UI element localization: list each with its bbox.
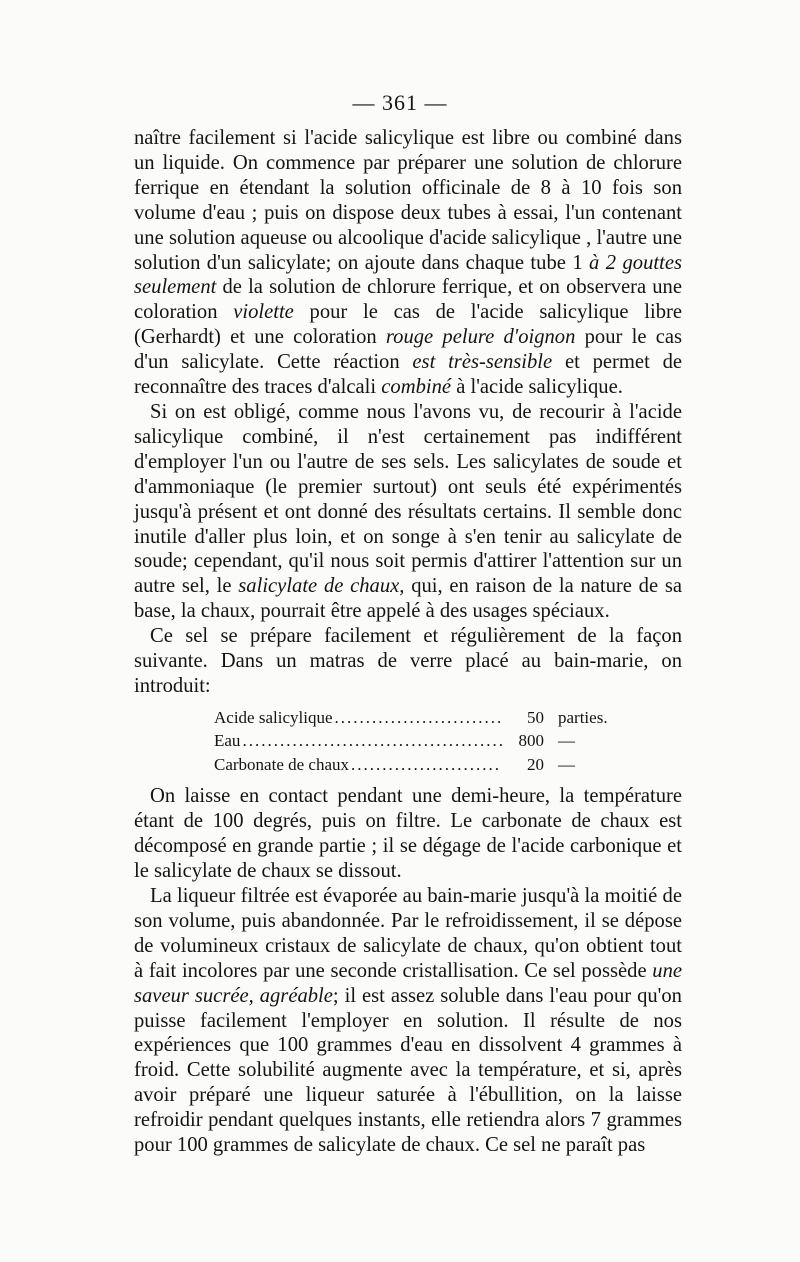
paragraph-2 xyxy=(134,400,682,624)
text-run: de la solution de chlorure ferrique, et on observera une coloration xyxy=(134,276,682,324)
dot-leader xyxy=(335,706,503,730)
text-run: Ce sel se prépare facilement et régulièrement de la façon suivante. Dans un matras de verre placé au bain-marie, on introduit: xyxy=(134,625,682,697)
italic-run: violette xyxy=(233,301,294,324)
text-run: naître facilement si l'acide salicylique est libre ou combiné dans un liquide. On commence par préparer une solution de chlorure ferrique en étendant la solution officinale de 8 à 10 fois son volume d'eau ; puis on dispose deux tubes à essai, l'un contenant une solution aqueuse ou alcoolique d'acide salicylique , l'autre une solution d'un salicylate; on ajoute dans chaque tube 1 xyxy=(134,127,682,274)
paragraph-1 xyxy=(134,126,682,400)
text-run: ; il est assez soluble dans l'eau pour qu'on puisse facilement l'employer en solution. Il résulte de nos expériences que 100 grammes d'eau en dissolvent 4 grammes à froid. Cette solubilité augmente avec la température, et si, après avoir préparé une liqueur saturée à l'ébullition, on la laisse refroidir pendant quelques instants, elle retiendra alors 7 grammes pour 100 grammes de salicylate de chaux. Ce sel ne paraît pas xyxy=(134,984,682,1157)
italic-run: une saveur sucrée, agréable xyxy=(134,959,682,1007)
ingredient-unit: — xyxy=(558,754,575,774)
dot-leader xyxy=(242,729,502,753)
italic-run: à 2 gouttes seulement xyxy=(134,251,682,299)
dot-leader xyxy=(351,753,502,777)
ingredient-row xyxy=(214,729,654,753)
paragraph-5 xyxy=(134,884,682,1158)
ingredient-quantity: 20 xyxy=(527,754,544,774)
text-run: Si on est obligé, comme nous l'avons vu, de recourir à l'acide salicylique combiné, il n'est certainement pas indifférent d'employer l'un ou l'autre de ses sels. Les salicylates de soude et d'ammoniaque (le premier surtout) ont seuls été expérimentés jusqu'à présent et ont donné des résultats certains. Il semble donc inutile d'aller plus loin, et on songe à s'en tenir au salicylate de soude; cependant, qu'il nous soit permis d'attirer l'attention sur un autre sel, le xyxy=(134,400,682,598)
text-run: qui, en raison de la nature de sa base, la chaux, pourrait être appelé à des usages spéciaux. xyxy=(134,575,682,623)
text-run: à l'acide salicylique. xyxy=(451,376,623,399)
ingredient-quantity: 800 xyxy=(518,731,544,751)
ingredient-quantity: 50 xyxy=(527,707,544,727)
ingredient-list xyxy=(214,706,654,777)
ingredient-unit: — xyxy=(558,731,575,751)
ingredient-unit: parties. xyxy=(558,707,608,727)
ingredient-name: Eau xyxy=(214,731,241,751)
italic-run: rouge pelure d'oignon xyxy=(385,326,576,349)
body-text xyxy=(134,126,682,1158)
italic-run: combiné xyxy=(381,376,452,399)
italic-run: est très-sensible xyxy=(412,351,553,374)
text-run: et permet de reconnaître des traces d'alcali xyxy=(134,351,683,399)
text-run: pour le cas d'un salicylate. Cette réaction xyxy=(134,326,682,374)
text-run: On laisse en contact pendant une demi-heure, la température étant de 100 degrés, puis on filtre. Le carbonate de chaux est décomposé en grande partie ; il se dégage de l'acide carbonique et le salicylate de chaux se dissout. xyxy=(134,785,682,883)
paragraph-3 xyxy=(134,624,682,699)
text-run: La liqueur filtrée est évaporée au bain-marie jusqu'à la moitié de son volume, puis abandonnée. Par le refroidissement, il se dépose de volumineux cristaux de salicylate de chaux, qu'on obtient tout à fait incolores par une seconde cristallisation. Ce sel possède xyxy=(134,884,682,982)
page-number: — 361 — xyxy=(352,90,448,115)
ingredient-row xyxy=(214,753,654,777)
text-run: pour le cas de l'acide salicylique libre (Gerhardt) et une coloration xyxy=(134,301,682,349)
ingredient-name: Acide salicylique xyxy=(214,707,333,727)
italic-run: salicylate de chaux, xyxy=(238,575,405,598)
ingredient-row xyxy=(214,706,654,730)
ingredient-name: Carbonate de chaux xyxy=(214,754,349,774)
paragraph-4 xyxy=(134,784,682,884)
